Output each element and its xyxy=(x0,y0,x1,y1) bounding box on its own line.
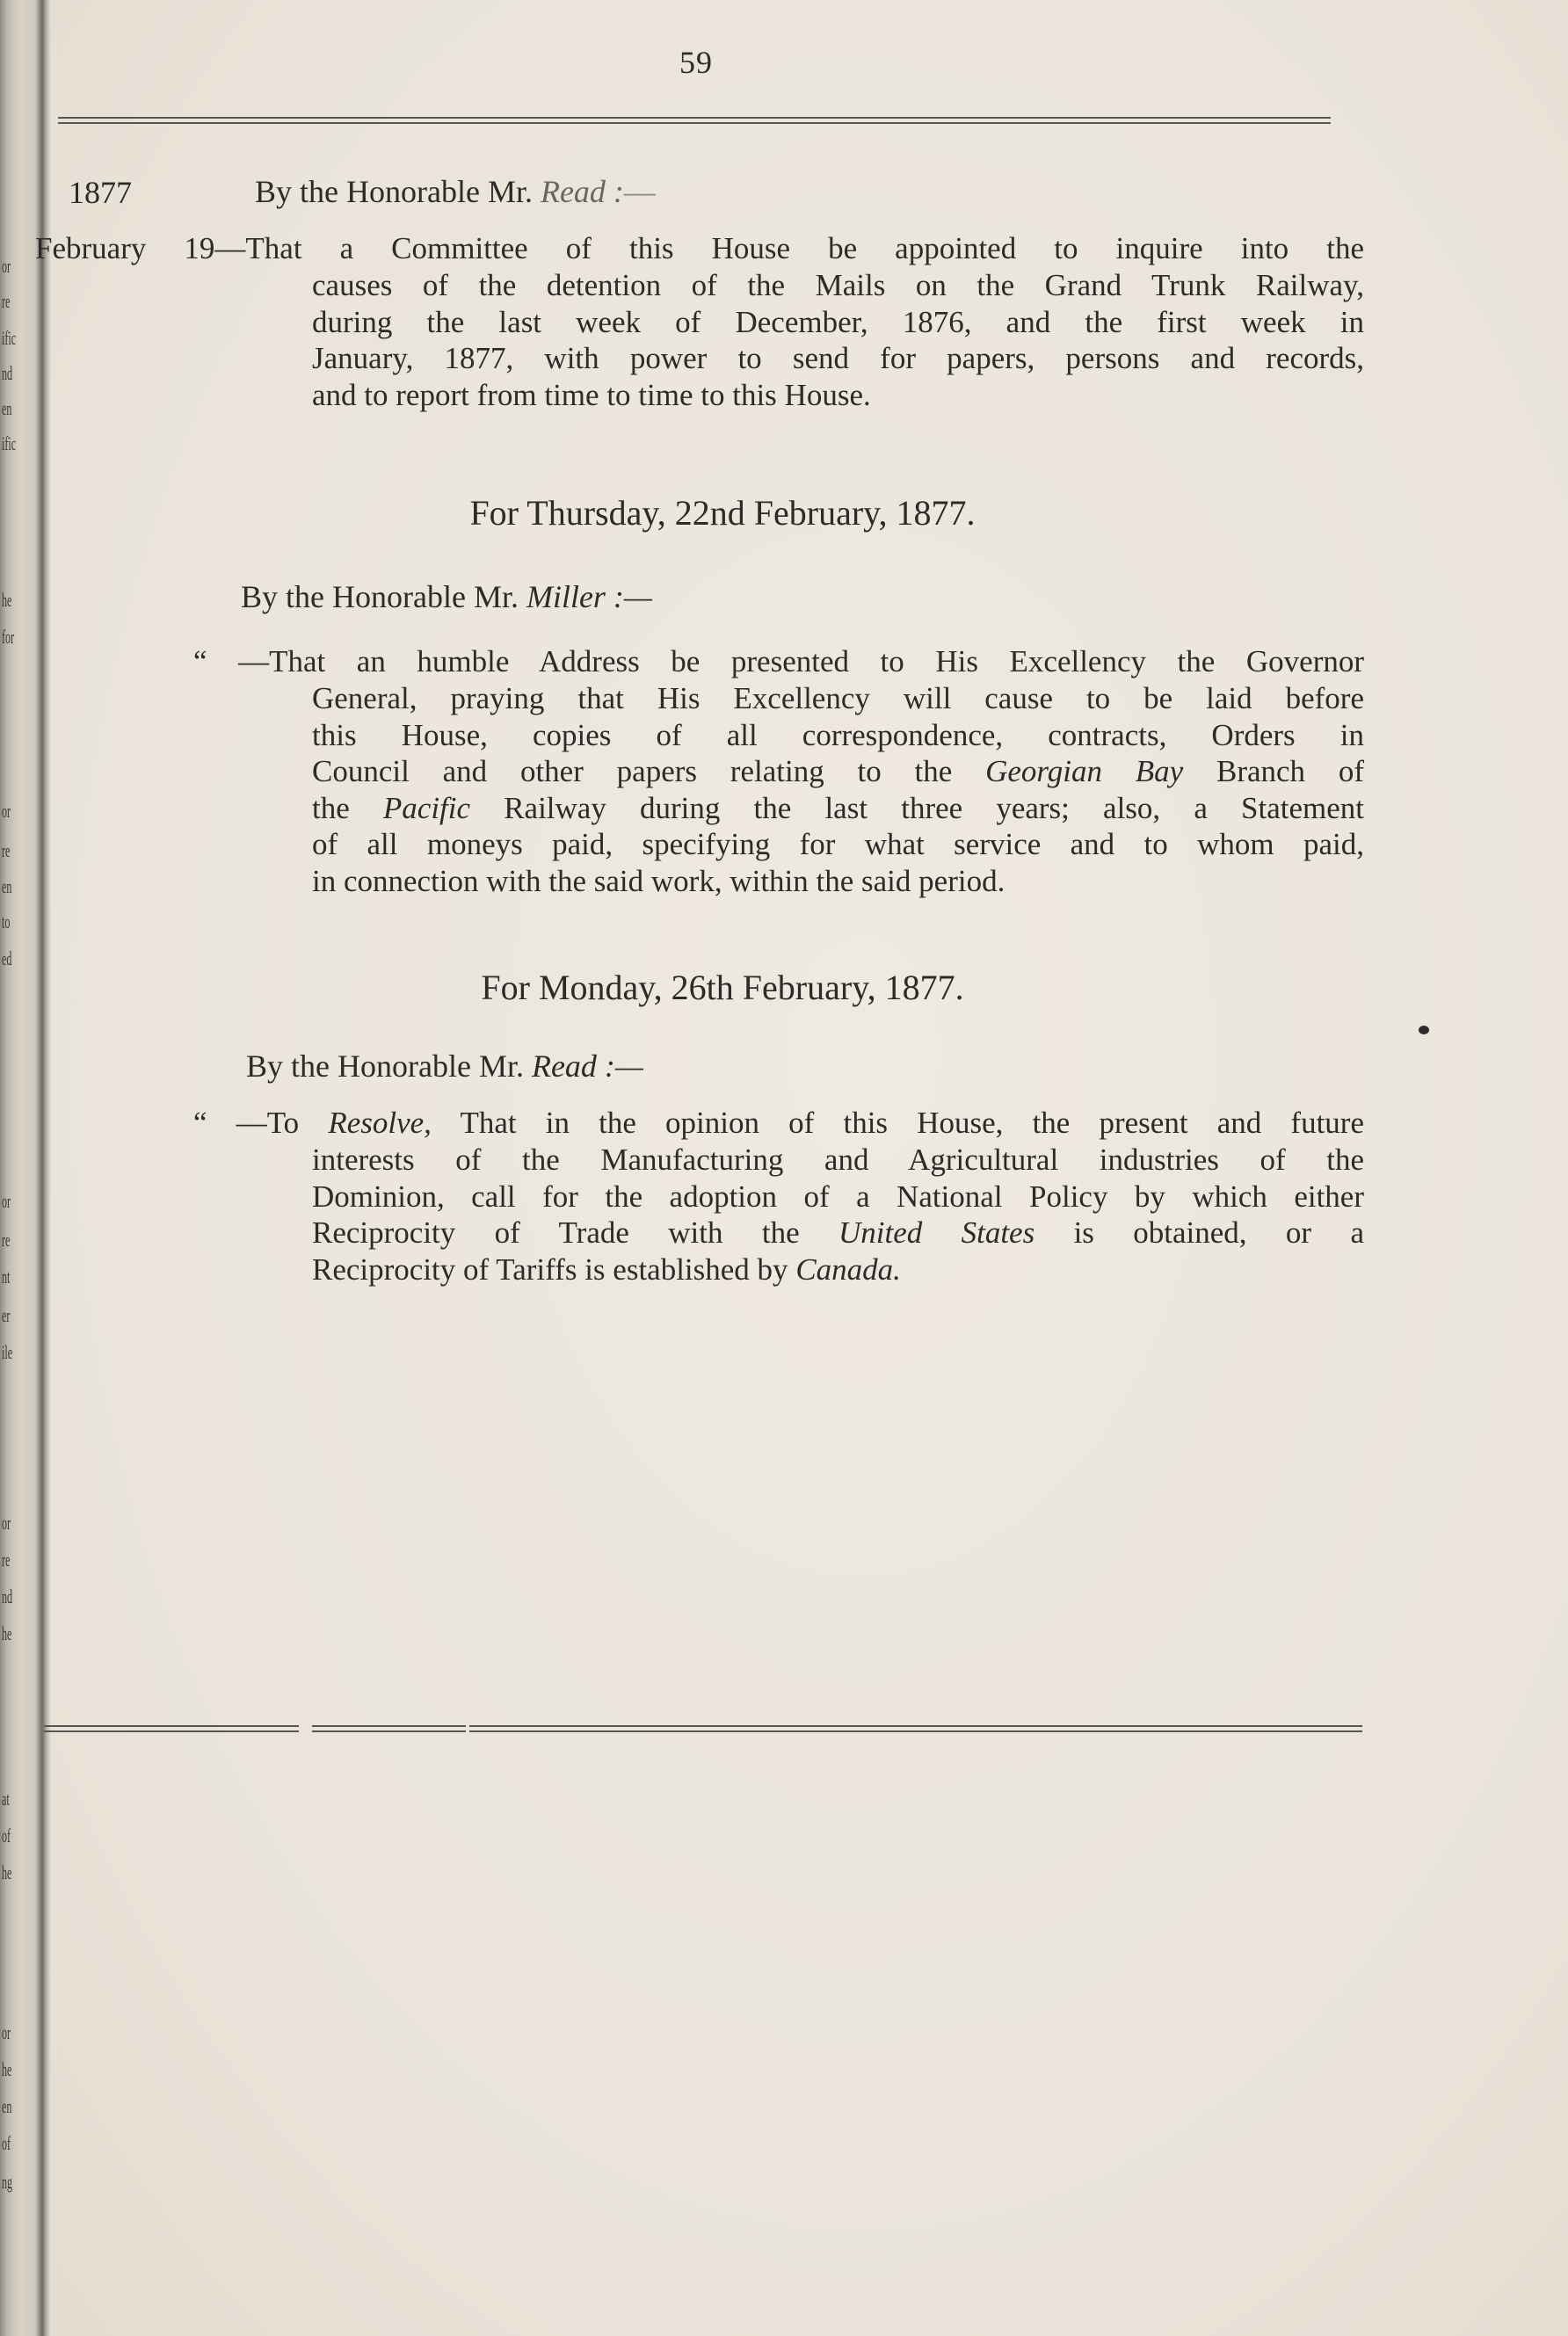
mover-name: Read : xyxy=(540,174,624,209)
lead-prefix: “ —To xyxy=(193,1106,300,1140)
section3-line: interests of the Manufacturing and Agricultural industries of the xyxy=(312,1143,1364,1177)
mover-prefix: By the Honorable Mr. xyxy=(241,579,519,614)
mover-prefix: By the Honorable Mr. xyxy=(246,1048,524,1084)
lead-rest: That in the opinion of this House, the present and future xyxy=(460,1106,1364,1140)
top-rule xyxy=(58,117,1331,124)
italic-term: Pacific xyxy=(382,790,471,825)
gutter-fragment: he xyxy=(2,2058,12,2080)
section3-paragraph xyxy=(312,1142,1364,1288)
entry-year: 1877 xyxy=(69,175,132,210)
section3-heading: For Monday, 26th February, 1877. xyxy=(481,968,964,1007)
gutter-fragment: he xyxy=(2,1861,12,1883)
page-number: 59 xyxy=(679,45,713,80)
section3-line: Reciprocity of Tariffs is established by Canada. xyxy=(312,1251,901,1287)
gutter-fragment: of xyxy=(2,1825,11,1846)
ink-mark xyxy=(1419,1026,1429,1034)
section2-mover xyxy=(241,578,652,615)
gutter-fragment: for xyxy=(2,626,15,648)
section2-line: this House, copies of all correspondence, contracts, Orders in xyxy=(312,717,1364,752)
gutter-fragment: nt xyxy=(2,1266,11,1288)
section3-line: Dominion, call for the adoption of a National Policy by which either xyxy=(312,1179,1364,1214)
gutter-fragment: at xyxy=(2,1788,10,1810)
gutter-fragment: ile xyxy=(2,1341,13,1363)
gutter-fragment: nd xyxy=(2,1585,13,1607)
mover-name: Miller :— xyxy=(526,579,652,614)
gutter-fragment: ific xyxy=(2,327,17,349)
gutter-fragment: re xyxy=(2,839,11,861)
entry1-line: January, 1877, with power to send for papers, persons and records, xyxy=(312,341,1364,375)
bottom-rule-left xyxy=(44,1725,299,1732)
gutter-fragment: en xyxy=(2,2095,12,2117)
gutter-fragment: he xyxy=(2,589,12,611)
bottom-rule-right xyxy=(469,1725,1362,1732)
section3-mover xyxy=(246,1048,643,1085)
gutter-fragment: re xyxy=(2,1549,11,1571)
section2-paragraph xyxy=(312,680,1364,899)
section3-lead xyxy=(193,1105,1364,1142)
entry1-line: causes of the detention of the Mails on the Grand Trunk Railway, xyxy=(312,268,1364,302)
binding-gutter xyxy=(0,0,51,2336)
italic-term: Canada. xyxy=(795,1251,901,1287)
section2-line: of all moneys paid, specifying for what service and to whom paid, xyxy=(312,827,1364,861)
gutter-fragment: ific xyxy=(2,432,17,454)
section2-heading: For Thursday, 22nd February, 1877. xyxy=(469,493,976,533)
gutter-fragment: er xyxy=(2,1304,11,1326)
gutter-fragment: to xyxy=(2,910,11,932)
gutter-fragment: ng xyxy=(2,2171,13,2193)
italic-term: Georgian Bay xyxy=(985,754,1184,788)
gutter-fragment: or xyxy=(2,1512,11,1534)
section3-line: Reciprocity of Trade with the United States is obtained, or a xyxy=(312,1215,1364,1250)
section2-line: Council and other papers relating to the Georgian Bay Branch of xyxy=(312,754,1364,788)
lead-italic: Resolve, xyxy=(328,1106,432,1140)
entry1-date-lead: February 19—That a Committee of this House be appointed to inquire into the xyxy=(35,231,1364,265)
section2-lead: “ —That an humble Address be presented to His Excellency the Governor xyxy=(193,644,1364,678)
gutter-fragment: en xyxy=(2,875,12,897)
mover-name: Read :— xyxy=(531,1048,643,1084)
gutter-fragment: or xyxy=(2,1190,11,1212)
gutter-fragment: of xyxy=(2,2132,11,2154)
gutter-fragment: or xyxy=(2,800,11,822)
gutter-fragment: or xyxy=(2,255,11,277)
gutter-fragment: nd xyxy=(2,362,13,384)
italic-term: United States xyxy=(838,1215,1035,1250)
entry1-mover xyxy=(255,173,656,210)
bottom-rule-mid xyxy=(312,1725,466,1732)
gutter-fragment: he xyxy=(2,1622,12,1644)
entry1-paragraph xyxy=(312,267,1364,413)
gutter-fragment: re xyxy=(2,290,11,312)
gutter-fragment: en xyxy=(2,397,12,419)
gutter-fragment: ed xyxy=(2,947,12,969)
section2-line: General, praying that His Excellency will cause to be laid before xyxy=(312,681,1364,715)
section2-line: the Pacific Railway during the last three years; also, a Statement xyxy=(312,790,1364,825)
mover-prefix: By the Honorable Mr. xyxy=(255,174,533,209)
entry1-line: during the last week of December, 1876, and the first week in xyxy=(312,304,1364,339)
mover-dash: — xyxy=(623,174,656,209)
section2-line: in connection with the said work, within the said period. xyxy=(312,863,1005,898)
gutter-fragment: re xyxy=(2,1229,11,1251)
entry1-line: and to report from time to time to this House. xyxy=(312,377,871,412)
gutter-fragment: or xyxy=(2,2021,11,2043)
